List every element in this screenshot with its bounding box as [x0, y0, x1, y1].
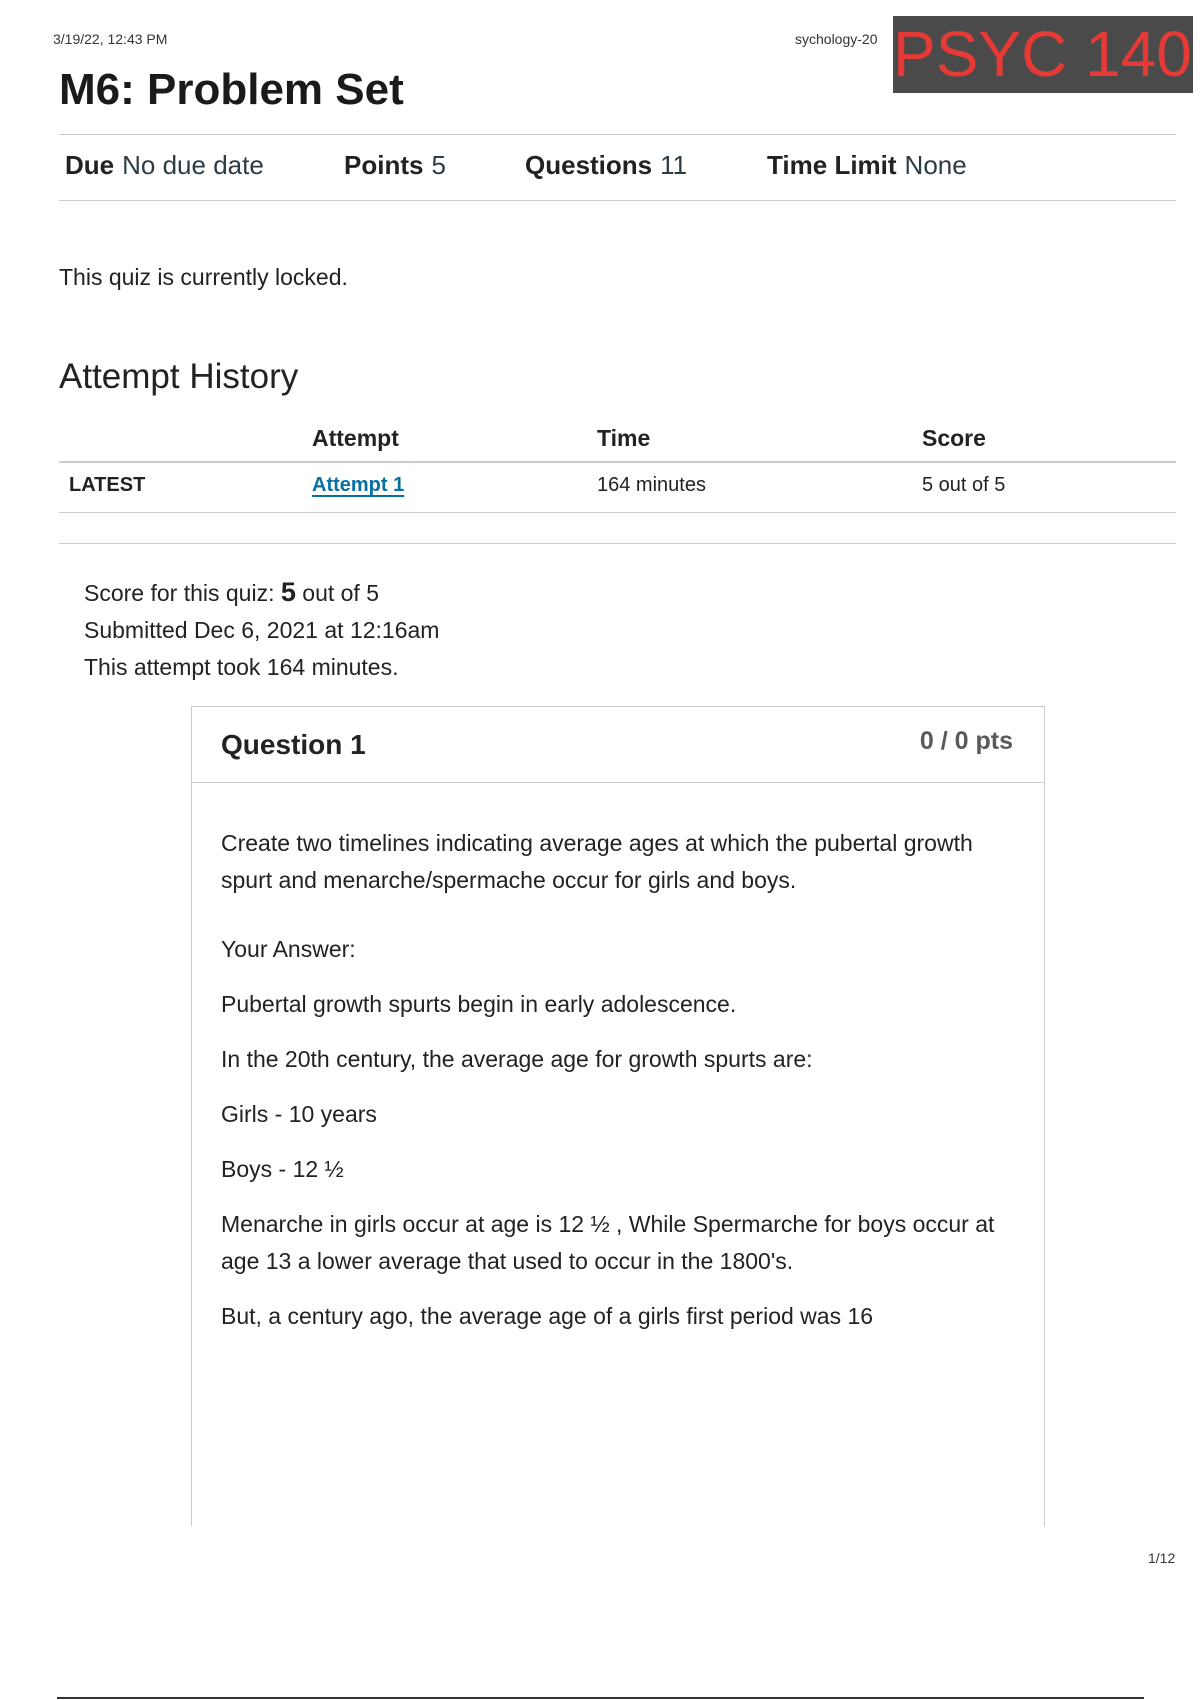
answer-label: Your Answer:	[221, 936, 356, 962]
column-header-time: Time	[597, 425, 651, 451]
attempt-time: 164 minutes	[597, 474, 706, 496]
question-card	[191, 706, 1045, 1526]
answer-line: In the 20th century, the average age for growth spurts are:	[221, 1046, 813, 1072]
column-header-score: Score	[922, 425, 986, 451]
meta-due-label: Due	[65, 150, 115, 180]
latest-tag: LATEST	[69, 474, 146, 496]
divider	[59, 543, 1176, 544]
attempt-1-link[interactable]: Attempt 1	[312, 474, 405, 496]
quiz-score	[84, 577, 379, 608]
answer-line: Menarche in girls occur at age is 12 ½ , While Spermarche for boys occur at age 13 a lower average that used to occur in the 1800's.	[221, 1211, 995, 1274]
meta-points-value: 5	[431, 150, 446, 180]
question-title: Question 1	[221, 729, 366, 760]
score-prefix: Score for this quiz:	[84, 580, 275, 606]
print-datetime: 3/19/22, 12:43 PM	[53, 31, 168, 47]
score-suffix: out of 5	[302, 580, 380, 606]
table-row-divider	[59, 512, 1176, 513]
answer-line: But, a century ago, the average age of a girls first period was 16	[221, 1303, 874, 1329]
meta-time-limit	[767, 150, 967, 181]
meta-time-limit-label: Time Limit	[767, 150, 897, 180]
page-number: 1/12	[1148, 1550, 1176, 1566]
print-url: sychology-20	[795, 31, 878, 47]
meta-due	[65, 150, 264, 181]
answer-line: Pubertal growth spurts begin in early adolescence.	[221, 991, 737, 1017]
submitted-time: Submitted Dec 6, 2021 at 12:16am	[84, 617, 440, 643]
course-stamp: PSYC 140	[893, 16, 1193, 93]
attempt-duration: This attempt took 164 minutes.	[84, 654, 399, 680]
table-header-divider	[59, 461, 1176, 463]
meta-points	[344, 150, 446, 181]
meta-questions-label: Questions	[525, 150, 653, 180]
answer-line: Girls - 10 years	[221, 1101, 377, 1127]
locked-message: This quiz is currently locked.	[59, 264, 348, 290]
meta-due-value: No due date	[122, 150, 264, 180]
answer-line: Boys - 12 ½	[221, 1156, 344, 1182]
meta-questions-value: 11	[660, 150, 688, 180]
meta-questions	[525, 150, 687, 181]
question-header	[192, 707, 1044, 783]
column-header-attempt: Attempt	[312, 425, 399, 451]
attempt-score: 5 out of 5	[922, 474, 1006, 496]
score-value: 5	[280, 577, 296, 607]
page-title: M6: Problem Set	[59, 65, 404, 114]
footer-rule	[57, 1697, 1144, 1699]
question-body	[221, 825, 1021, 1353]
question-points: 0 / 0 pts	[919, 727, 1013, 755]
attempt-history-heading: Attempt History	[59, 357, 299, 396]
divider	[59, 200, 1176, 201]
question-prompt: Create two timelines indicating average ages at which the pubertal growth spurt and menarche/spermache occur for girls and boys.	[221, 830, 973, 893]
divider	[59, 134, 1176, 135]
meta-points-label: Points	[344, 150, 424, 180]
meta-time-limit-value: None	[904, 150, 967, 180]
